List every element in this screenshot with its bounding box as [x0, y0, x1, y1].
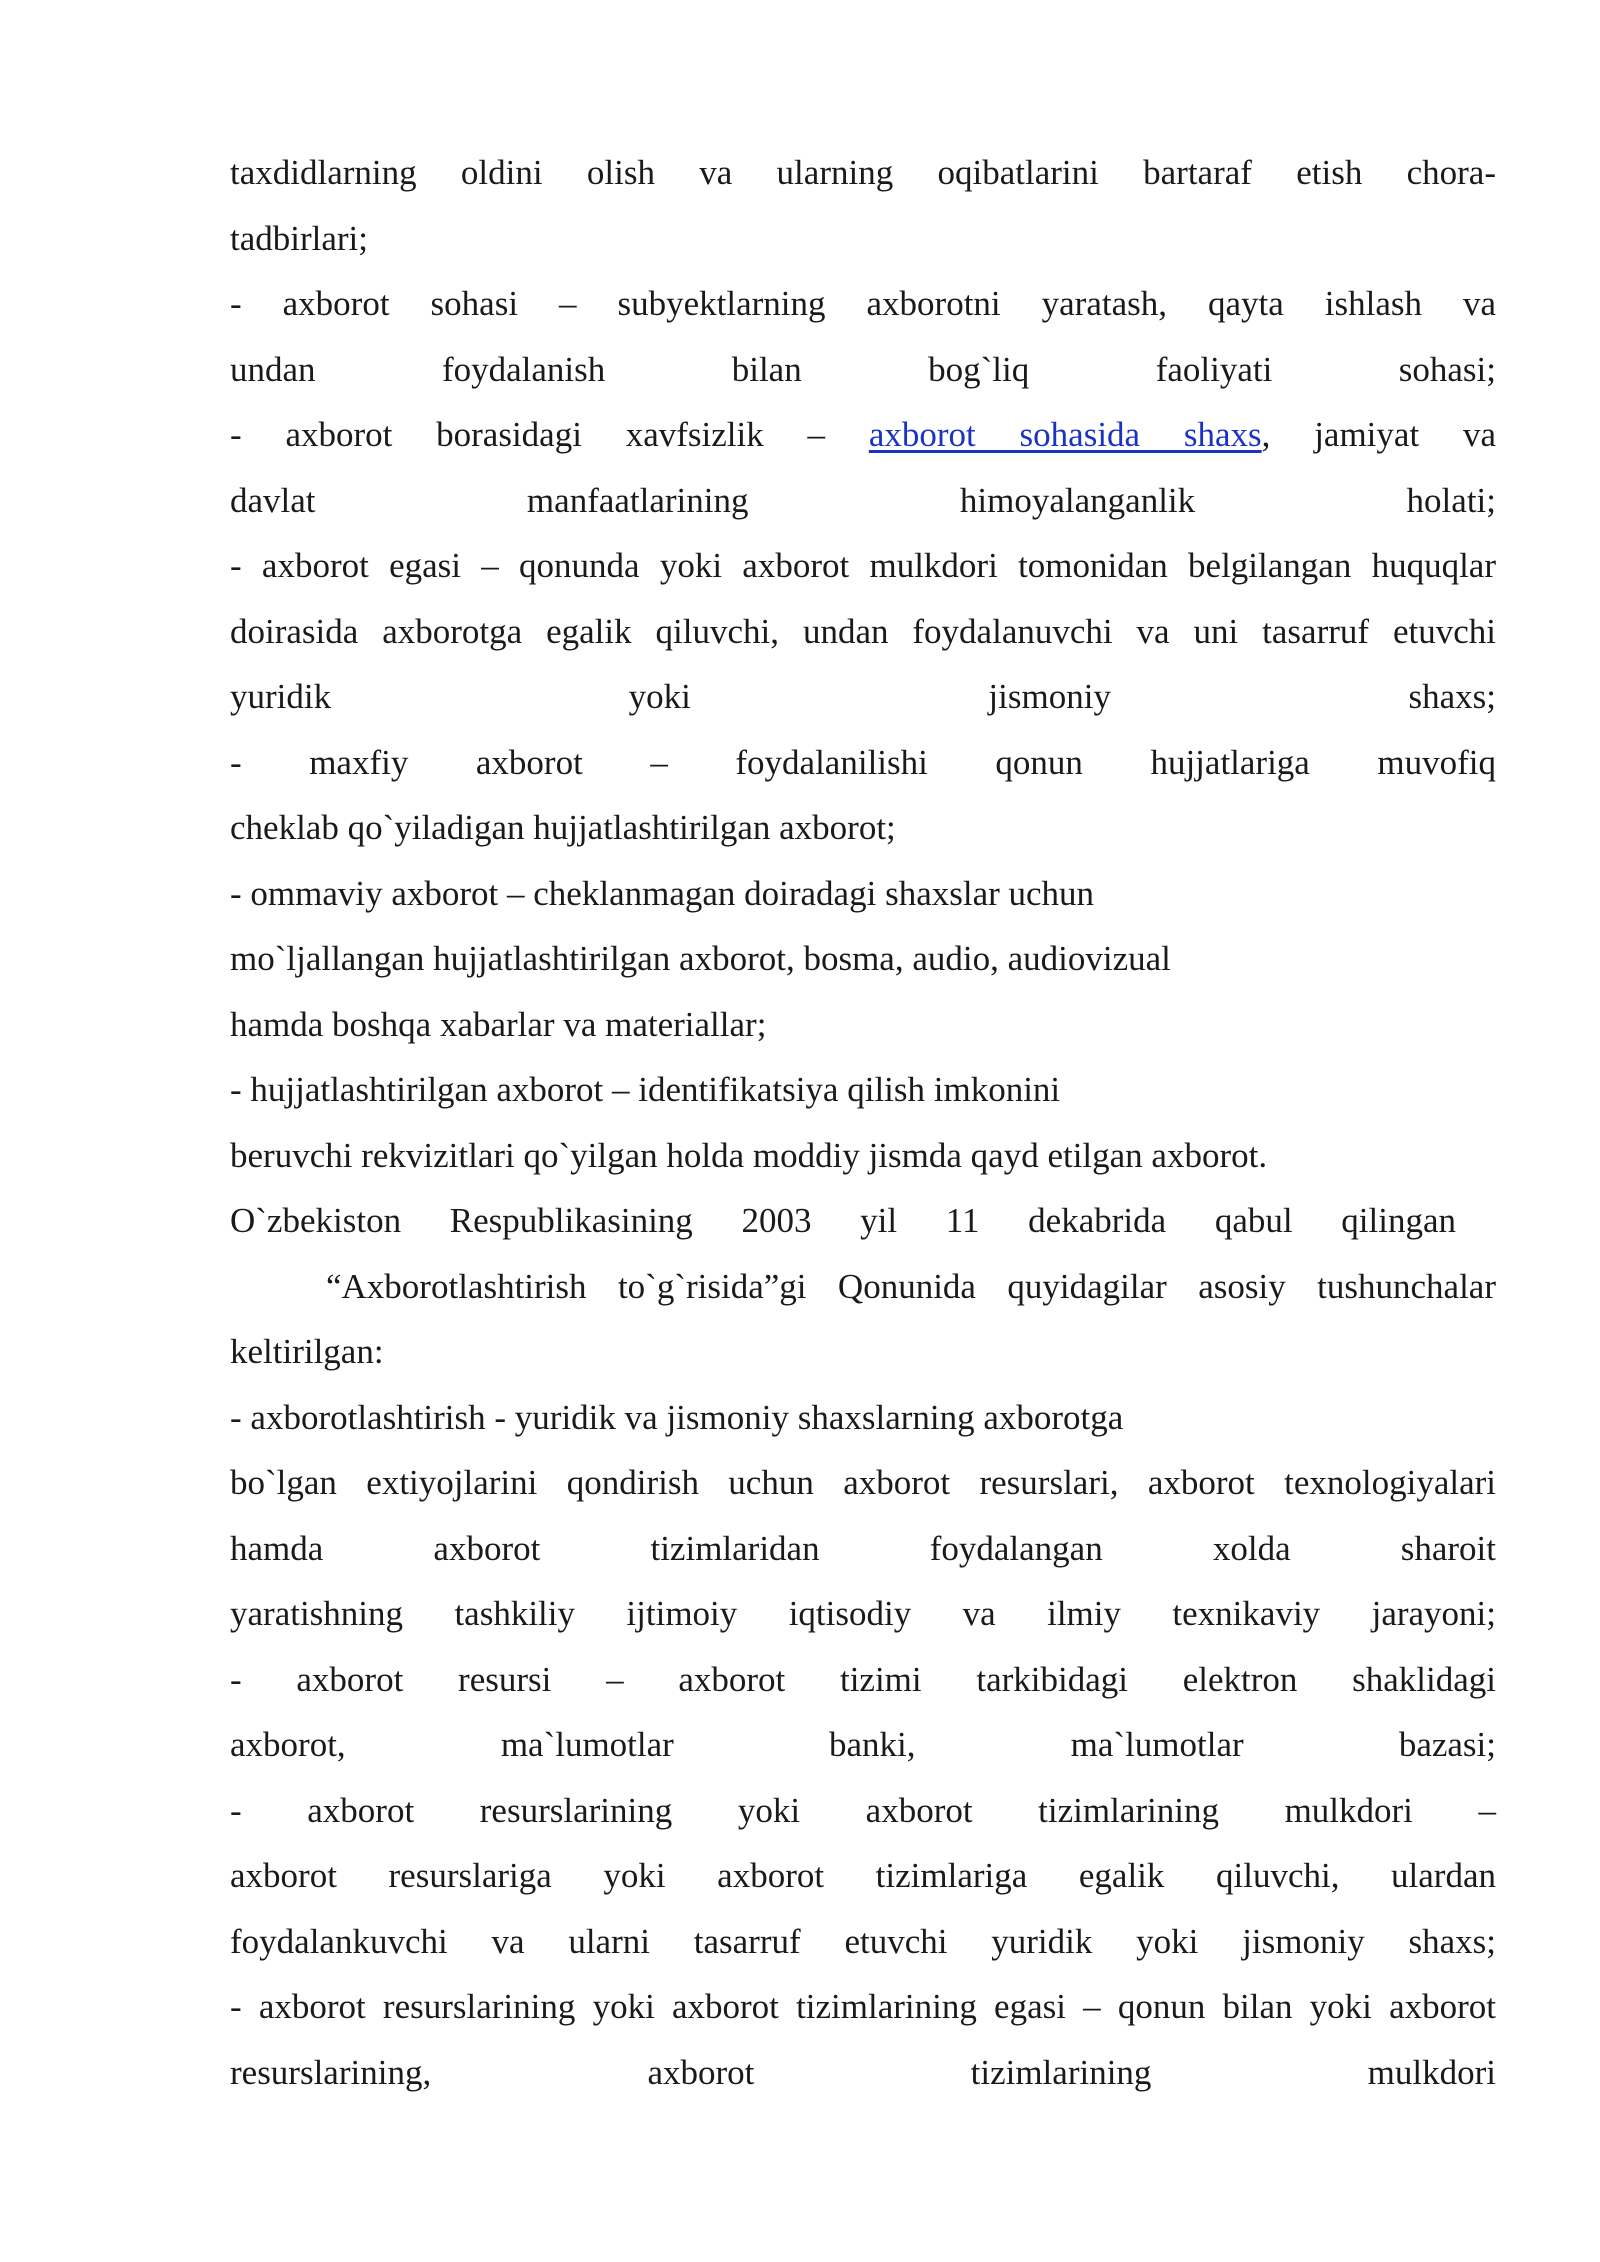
text-line: hamda boshqa xabarlar va materiallar; [230, 1004, 767, 1044]
text-line: O`zbekiston Respublikasining 2003 yil 11 dekabrida qabul qilingan [230, 1201, 1456, 1240]
text-line: - axborotlashtirish - yuridik va jismoniy shaxslarning axborotga [230, 1397, 1124, 1437]
text-segment: , jamiyat va [1261, 415, 1496, 454]
text-line: hamda axborot tizimlaridan foydalangan xolda sharoit [230, 1528, 1496, 1568]
text-line: undan foydalanish bilan bog`liq faoliyati sohasi; [230, 349, 1496, 389]
text-line: axborot resurslariga yoki axborot tizimlariga egalik qiluvchi, ulardan [230, 1856, 1496, 1895]
text-line: - axborot egasi – qonunda yoki axborot mulkdori tomonidan belgilangan huquqlar [230, 546, 1496, 585]
text-line: - hujjatlashtirilgan axborot – identifikatsiya qilish imkonini [230, 1070, 1061, 1109]
text-line: taxdidlarning oldini olish va ularning oqibatlarini bartaraf etish chora- [230, 153, 1496, 192]
text-line: - maxfiy axborot – foydalanilishi qonun hujjatlariga muvofiq [230, 742, 1496, 782]
text-line: foydalankuvchi va ularni tasarruf etuvchi yuridik yoki jismoniy shaxs; [230, 1921, 1496, 1961]
text-line: - axborot resursi – axborot tizimi tarkibidagi elektron shaklidagi [230, 1659, 1496, 1699]
text-line: cheklab qo`yiladigan hujjatlashtirilgan axborot; [230, 808, 896, 847]
text-line: doirasida axborotga egalik qiluvchi, undan foydalanuvchi va uni tasarruf etuvchi [230, 611, 1496, 651]
hyperlink[interactable]: axborot sohasida shaxs [868, 415, 1262, 454]
text-line-with-link [230, 402, 1496, 468]
text-line: tadbirlari; [230, 218, 369, 258]
text-line: mo`ljallangan hujjatlashtirilgan axborot, bosma, audio, audiovizual [230, 939, 1171, 978]
text-line: keltirilgan: [230, 1332, 384, 1371]
text-line: - axborot sohasi – subyektlarning axborotni yaratash, qayta ishlash va [230, 284, 1496, 323]
text-line: - axborot resurslarining yoki axborot tizimlarining mulkdori – [230, 1790, 1496, 1830]
text-line: yaratishning tashkiliy ijtimoiy iqtisodiy va ilmiy texnikaviy jarayoni; [230, 1594, 1496, 1633]
text-line: davlat manfaatlarining himoyalanganlik holati; [230, 480, 1496, 520]
document-body [230, 140, 1496, 2105]
text-line: resurslarining, axborot tizimlarining mulkdori [230, 2052, 1496, 2092]
text-line: beruvchi rekvizitlari qo`yilgan holda moddiy jismda qayd etilgan axborot. [230, 1135, 1268, 1175]
text-line: - axborot resurslarining yoki axborot tizimlarining egasi – qonun bilan yoki axborot [230, 1987, 1496, 2026]
text-line: yuridik yoki jismoniy shaxs; [230, 677, 1496, 716]
text-segment: - axborot borasidagi xavfsizlik – [230, 415, 869, 454]
text-line: - ommaviy axborot – cheklanmagan doiradagi shaxslar uchun [230, 873, 1095, 913]
text-line-indented: “Axborotlashtirish to`g`risida”gi Qonunida quyidagilar asosiy tushunchalar [326, 1266, 1496, 1306]
text-line: axborot, ma`lumotlar banki, ma`lumotlar bazasi; [230, 1725, 1496, 1764]
text-line: bo`lgan extiyojlarini qondirish uchun axborot resurslari, axborot texnologiyalari [230, 1463, 1496, 1502]
